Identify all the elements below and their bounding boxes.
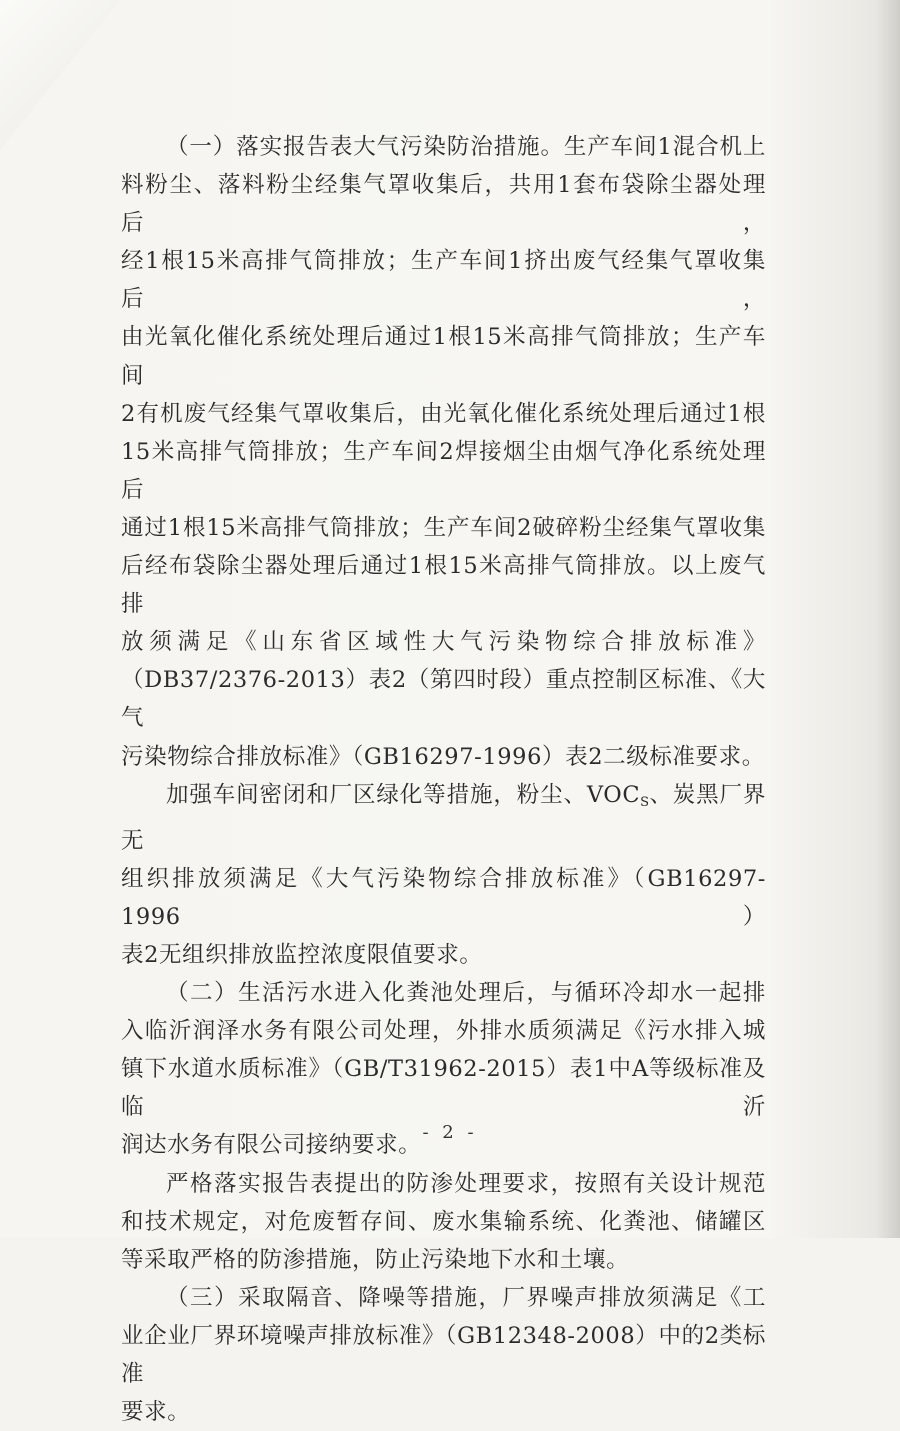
text-line: 润达水务有限公司接纳要求。 [121,1132,422,1159]
text-fragment: 、炭黑厂界无 [121,781,766,854]
text-line: 通过1根15米高排气筒排放；生产车间2破碎粉尘经集气罩收集 [121,514,766,541]
paragraph-anti-seepage [121,1165,766,1279]
text-line: 表2无组织排放监控浓度限值要求。 [121,941,483,968]
text-line: 由光氧化催化系统处理后通过1根15米高排气筒排放；生产车间 [121,324,766,389]
text-line: 严格落实报告表提出的防渗处理要求，按照有关设计规范 [166,1170,766,1197]
text-line: 后经布袋除尘器处理后通过1根15米高排气筒排放。以上废气排 [121,553,766,618]
text-line: （二）生活污水进入化粪池处理后，与循环冷却水一起排 [166,980,766,1007]
text-line: 料粉尘、落料粉尘经集气罩收集后，共用1套布袋除尘器处理后， [121,172,766,237]
subscript: S [640,794,650,810]
text-line: 经1根15米高排气筒排放；生产车间1挤出废气经集气罩收集后， [121,248,766,313]
text-line: 等采取严格的防渗措施，防止污染地下水和土壤。 [121,1246,630,1273]
text-line: 污染物综合排放标准》（GB16297-1996）表2二级标准要求。 [121,743,765,770]
text-line: 入临沂润泽水务有限公司处理，外排水质须满足《污水排入城 [121,1018,766,1045]
page-number: - 2 - [422,1122,478,1143]
text-line: 和技术规定，对危废暂存间、废水集输系统、化粪池、储罐区 [121,1208,766,1235]
paragraph-noise [121,1279,766,1431]
text-line: 镇下水道水质标准》（GB/T31962-2015）表1中A等级标准及临沂 [121,1056,766,1121]
text-line: （DB37/2376-2013）表2（第四时段）重点控制区标准、《大气 [121,667,766,732]
text-fragment: 加强车间密闭和厂区绿化等措施，粉尘、VOC [166,781,641,808]
text-line: （一）落实报告表大气污染防治措施。生产车间1混合机上 [166,134,766,160]
text-line: 业企业厂界环境噪声排放标准》（GB12348-2008）中的2类标准 [121,1322,766,1387]
text-line [121,776,766,860]
text-line: 2有机废气经集气罩收集后，由光氧化催化系统处理后通过1根 [121,400,766,427]
text-line: （三）采取隔音、降噪等措施，厂界噪声排放须满足《工 [166,1284,766,1311]
paragraph-air-pollution [121,128,766,776]
text-line: 组织排放须满足《大气污染物综合排放标准》（GB16297-1996） [121,865,766,930]
folded-corner [0,0,120,150]
text-line: 放须满足《山东省区域性大气污染物综合排放标准》 [121,629,766,656]
text-line: 15米高排气筒排放；生产车间2焊接烟尘由烟气净化系统处理后 [121,438,766,503]
document-body [121,128,766,1431]
paragraph-fugitive-emission [121,776,766,974]
page-edge-shadow [876,0,900,1238]
text-line: 要求。 [121,1399,191,1426]
